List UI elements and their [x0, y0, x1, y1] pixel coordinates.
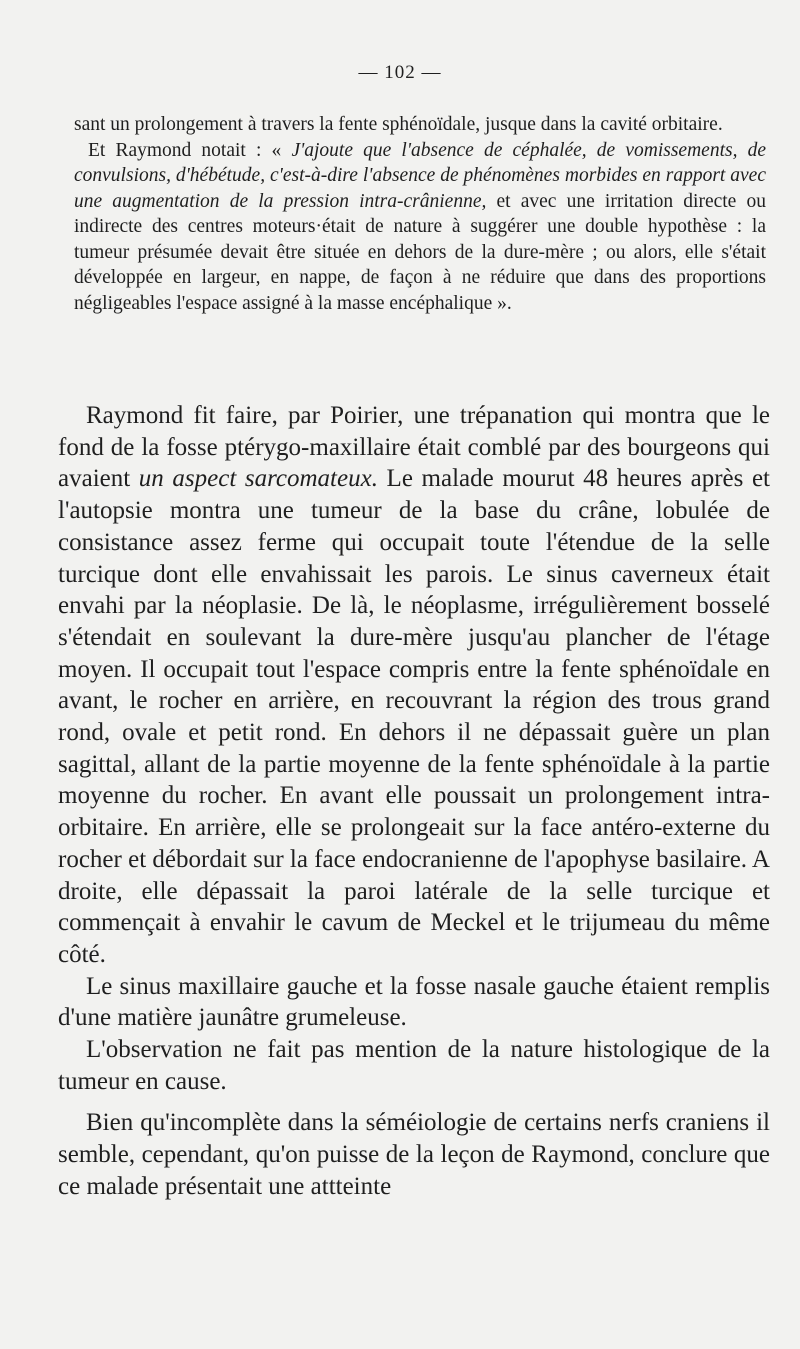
body-p1-italic: un aspect sarcomateux. [138, 465, 378, 493]
paragraph-gap [58, 1097, 770, 1107]
quote-paragraph-1: sant un prolongement à travers la fente sphénoïdale, jusque dans la cavité orbitaire. [74, 114, 723, 135]
body-p1-start: Raymond fit faire, par Poirier, une trépanation qui montra que le fond de la fosse ptérygo-maxillaire était comblé par des bourgeons qui avaient [58, 402, 770, 493]
page-number: — 102 — [358, 62, 442, 83]
body-paragraph-4: Bien qu'incomplète dans la séméiologie de certains nerfs craniens il semble, cependant, qu'on puisse de la leçon de Raymond, conclure que ce malade présentait une attteinte [58, 1109, 770, 1200]
quote-intro: Et Raymond notait : « [88, 139, 292, 161]
main-text [58, 400, 770, 1203]
body-paragraph-2: Le sinus maxillaire gauche et la fosse nasale gauche étaient remplis d'une matière jaunâtre grumeleuse. [58, 972, 770, 1032]
body-paragraph-1 [58, 400, 770, 971]
quoted-passage [74, 112, 766, 316]
body-p1-end: Le malade mourut 48 heures après et l'autopsie montra une tumeur de la base du crâne, lobulée de consistance assez ferme qui occupait toute l'étendue de la selle turcique dont elle envahissait les parois. Le sinus caverneux était envahi par la néoplasie. De là, le néoplasme, irrégulièrement bosselé s'étendait en soulevant la dure-mère jusqu'au plancher de l'étage moyen. Il occupait tout l'espace compris entre la fente sphénoïdale en avant, le rocher en arrière, en recouvrant la région des trous grand rond, ovale et petit rond. En dehors il ne dépassait guère un plan sagittal, allant de la partie moyenne de la fente sphénoïdale à la partie moyenne du rocher. En avant elle poussait un prolongement intra-orbitaire. En arrière, elle se prolongeait sur la face antéro-externe du rocher et débordait sur la face endocranienne de l'apophyse basilaire. A droite, elle dépassait la paroi latérale de la selle turcique et commençait à envahir le cavum de Meckel et le trijumeau du même côté. [58, 465, 770, 968]
quote-italic: J'ajoute que l'absence de céphalée, de vomissements, de convulsions, d'hébétude, c'est-à-dire l'absence de phénomènes morbides en rapport avec une augmentation de la pression intra-crânienne, [74, 139, 767, 212]
body-paragraph-3: L'observation ne fait pas mention de la nature histologique de la tumeur en cause. [58, 1036, 770, 1095]
quote-paragraph-2 [74, 138, 766, 317]
quote-rest: et avec une irritation directe ou indirecte des centres moteurs·était de nature à suggérer une double hypothèse : la tumeur présumée devait être située en dehors de la dure-mère ; ou alors, elle s'était développée en largeur, en nappe, de façon à ne réduire que dans des proportions négligeables l'espace assigné à la masse encéphalique ». [74, 190, 766, 314]
